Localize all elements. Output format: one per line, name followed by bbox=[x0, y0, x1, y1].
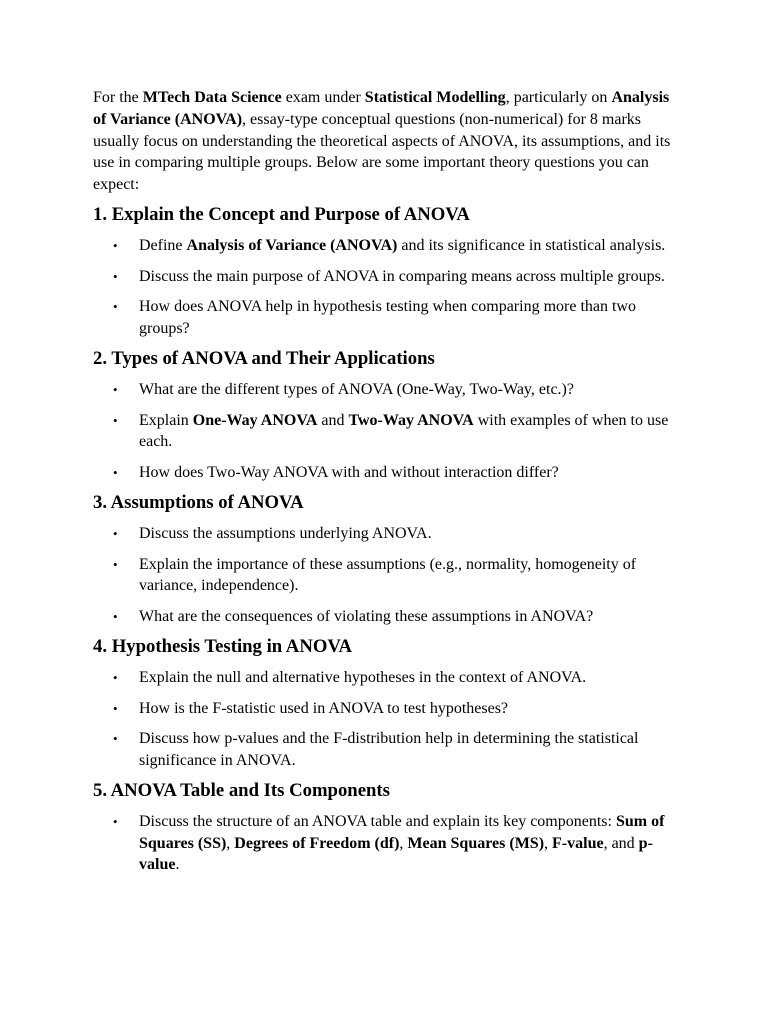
section-heading: 4. Hypothesis Testing in ANOVA bbox=[93, 635, 352, 657]
bullet-icon: • bbox=[113, 609, 118, 625]
bullet-icon: • bbox=[113, 268, 118, 284]
bullet-icon: • bbox=[113, 525, 118, 541]
bullet-icon: • bbox=[113, 813, 118, 829]
bullet-icon: • bbox=[113, 381, 118, 397]
section-heading: 2. Types of ANOVA and Their Applications bbox=[93, 347, 435, 369]
list-item: • Discuss how p-values and the F-distribution help in determining the statistical significance in ANOVA. bbox=[113, 730, 639, 770]
section-heading: 5. ANOVA Table and Its Components bbox=[93, 779, 390, 801]
document-page bbox=[93, 87, 683, 876]
bullet-list bbox=[93, 379, 683, 484]
bullet-icon: • bbox=[113, 412, 118, 428]
list-item: • Explain the null and alternative hypotheses in the context of ANOVA. bbox=[93, 667, 683, 689]
bullet-icon: • bbox=[113, 299, 118, 315]
bullet-list bbox=[93, 811, 683, 876]
bullet-list bbox=[93, 667, 683, 772]
intro-paragraph: For the MTech Data Science exam under Statistical Modelling, particularly on Analysis of Variance (ANOVA), essay-type conceptual questions (non-numerical) for 8 marks usually focus on understanding the theoretical aspects of ANOVA, its assumptions, and its use in comparing multiple groups. Below are some important theory questions you can expect: bbox=[93, 89, 671, 194]
list-item: • What are the consequences of violating these assumptions in ANOVA? bbox=[93, 606, 683, 628]
bullet-icon: • bbox=[113, 700, 118, 716]
bullet-list bbox=[93, 523, 683, 628]
bullet-icon: • bbox=[113, 731, 118, 747]
section-heading: 3. Assumptions of ANOVA bbox=[93, 491, 304, 513]
section-heading: 1. Explain the Concept and Purpose of ANOVA bbox=[93, 203, 470, 225]
list-item: • How does Two-Way ANOVA with and without interaction differ? bbox=[93, 462, 683, 484]
list-item: • Define Analysis of Variance (ANOVA) and its significance in statistical analysis. bbox=[93, 235, 683, 257]
list-item: • Explain the importance of these assumptions (e.g., normality, homogeneity of variance, independence). bbox=[113, 555, 637, 595]
list-item: • Discuss the assumptions underlying ANOVA. bbox=[93, 523, 683, 545]
bullet-icon: • bbox=[113, 465, 118, 481]
bullet-icon: • bbox=[113, 669, 118, 685]
list-item: • Discuss the structure of an ANOVA table and explain its key components: Sum of Squares (SS), Degrees of Freedom (df), Mean Squares (MS), F-value, and p-value. bbox=[113, 812, 665, 874]
bullet-icon: • bbox=[113, 237, 118, 253]
list-item: • What are the different types of ANOVA (One-Way, Two-Way, etc.)? bbox=[93, 379, 683, 401]
list-item: • How is the F-statistic used in ANOVA to test hypotheses? bbox=[93, 698, 683, 720]
list-item: • Explain One-Way ANOVA and Two-Way ANOVA with examples of when to use each. bbox=[113, 411, 669, 451]
list-item: • How does ANOVA help in hypothesis testing when comparing more than two groups? bbox=[113, 298, 636, 338]
bullet-list bbox=[93, 235, 683, 340]
bullet-icon: • bbox=[113, 556, 118, 572]
list-item: • Discuss the main purpose of ANOVA in comparing means across multiple groups. bbox=[93, 266, 683, 288]
